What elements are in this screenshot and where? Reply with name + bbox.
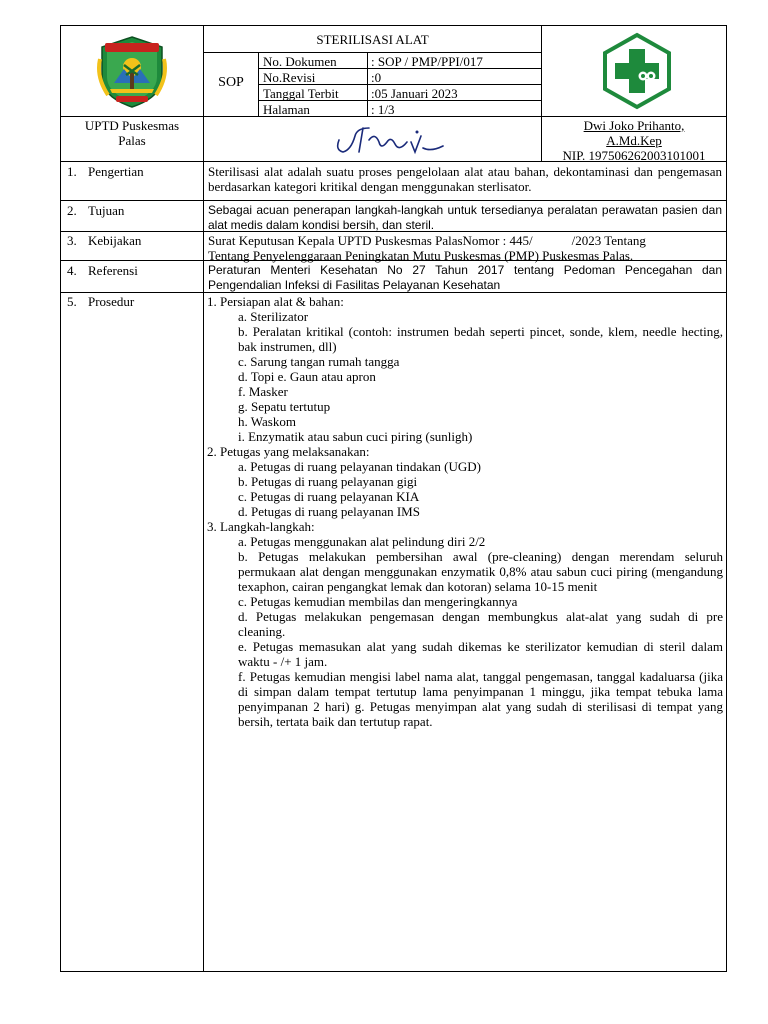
health-cross-icon bbox=[598, 32, 676, 110]
section-number: 3. bbox=[67, 233, 77, 248]
list-item: a. Petugas di ruang pelayanan tindakan (UGD) bbox=[238, 459, 481, 474]
prosedur-heading: 1. Persiapan alat & bahan: bbox=[207, 294, 344, 309]
section-label: Pengertian bbox=[88, 164, 144, 179]
list-item: d. Topi e. Gaun atau apron bbox=[238, 369, 376, 384]
list-item: g. Sepatu tertutup bbox=[238, 399, 331, 414]
section-number: 4. bbox=[67, 263, 77, 278]
section-label: Referensi bbox=[88, 263, 138, 278]
signature-icon bbox=[329, 122, 449, 158]
list-item: d. Petugas di ruang pelayanan IMS bbox=[238, 504, 420, 519]
list-item: i. Enzymatik atau sabun cuci piring (sunligh) bbox=[238, 429, 473, 444]
org-name-line1: UPTD Puskesmas bbox=[84, 118, 180, 133]
section-number: 1. bbox=[67, 164, 77, 179]
kebijakan-text-line2: Tentang Penyelenggaraan Peningkatan Mutu Puskesmas (PMP) Puskesmas Palas. bbox=[208, 248, 634, 263]
signer-name: Dwi Joko Prihanto, bbox=[583, 118, 685, 133]
list-item: d. Petugas melakukan pengemasan dengan membungkus alat-alat yang sudah di pre cleaning. bbox=[238, 609, 723, 639]
sop-document bbox=[60, 25, 727, 972]
meta-label: Halaman bbox=[263, 102, 310, 117]
meta-label: No.Revisi bbox=[263, 70, 316, 85]
signer-title: A.Md.Kep bbox=[606, 133, 662, 148]
list-item: c. Petugas kemudian membilas dan mengeringkannya bbox=[238, 594, 518, 609]
regency-logo bbox=[94, 33, 170, 109]
rule bbox=[203, 26, 204, 971]
puskesmas-logo bbox=[598, 32, 676, 110]
list-item: c. Petugas di ruang pelayanan KIA bbox=[238, 489, 420, 504]
list-item: f. Masker bbox=[238, 384, 288, 399]
meta-label: Tanggal Terbit bbox=[263, 86, 339, 101]
meta-value: :05 Januari 2023 bbox=[371, 86, 458, 101]
list-item: b. Peralatan kritikal (contoh: instrumen bedah seperti pincet, sonde, klem, needle hecting, bak instrumen, dll) bbox=[238, 324, 723, 354]
list-item: b. Petugas melakukan pembersihan awal (pre-cleaning) dengan merendam seluruh permukaan alat dengan menggunakan enzymatik 0,8% atau sabun cuci piring (mengandung texaphon, cairan pengangkat lemak dan kotoran) selama 10-15 menit bbox=[238, 549, 723, 594]
section-label: Tujuan bbox=[88, 203, 125, 218]
list-item: h. Waskom bbox=[238, 414, 296, 429]
list-item: c. Sarung tangan rumah tangga bbox=[238, 354, 400, 369]
meta-label: No. Dokumen bbox=[263, 54, 337, 69]
referensi-text: Peraturan Menteri Kesehatan No 27 Tahun 2017 tentang Pedoman Pencegahan dan Pengendalian Infeksi di Fasilitas Pelayanan Kesehatan bbox=[208, 263, 722, 292]
list-item: e. Petugas memasukan alat yang sudah dikemas ke sterilizator kemudian di steril dalam waktu - /+ 1 jam. bbox=[238, 639, 723, 669]
tujuan-text: Sebagai acuan penerapan langkah-langkah untuk tersedianya peralatan perawatan pasien dan alat medis dalam kondisi bersih, dan steril. bbox=[208, 203, 722, 232]
list-item: b. Petugas di ruang pelayanan gigi bbox=[238, 474, 418, 489]
pengertian-text: Sterilisasi alat adalah suatu proses pengelolaan alat atau bahan, dekontaminasi dan pengemasan berdasarkan kategori kritikal dengan menggunakan sterlisator. bbox=[208, 164, 722, 194]
prosedur-list bbox=[207, 294, 723, 729]
section-number: 5. bbox=[67, 294, 77, 309]
list-item: a. Sterilizator bbox=[238, 309, 309, 324]
rule bbox=[61, 200, 726, 201]
prosedur-heading: 2. Petugas yang melaksanakan: bbox=[207, 444, 370, 459]
list-item: f. Petugas kemudian mengisi label nama alat, tanggal pengemasan, tanggal kadaluarsa (jika di simpan dalam tempat tertutup lama penyimpanan 1 minggu, jika tempat tebuka lama penyimpanan 2 hari) g. Petugas menyimpan alat yang sudah di sterilisasi di tempat yang bersih, tertata baik dan tertutup rapat. bbox=[238, 669, 723, 729]
sop-label: SOP bbox=[218, 75, 244, 90]
section-label: Prosedur bbox=[88, 294, 135, 309]
document-title: STERILISASI ALAT bbox=[316, 32, 429, 47]
section-number: 2. bbox=[67, 203, 77, 218]
list-item: a. Petugas menggunakan alat pelindung diri 2/2 bbox=[238, 534, 486, 549]
rule bbox=[367, 52, 368, 116]
meta-value: :0 bbox=[371, 70, 382, 85]
prosedur-heading: 3. Langkah-langkah: bbox=[207, 519, 315, 534]
org-name-line2: Palas bbox=[118, 133, 146, 148]
kebijakan-text-line1: Surat Keputusan Kepala UPTD Puskesmas PalasNomor : 445/ /2023 Tentang bbox=[208, 233, 646, 248]
regency-crest-icon bbox=[94, 33, 170, 109]
rule bbox=[203, 52, 541, 53]
meta-value: : 1/3 bbox=[371, 102, 395, 117]
signature bbox=[329, 122, 449, 158]
meta-value: : SOP / PMP/PPI/017 bbox=[371, 54, 483, 69]
signer-nip: NIP. 197506262003101001 bbox=[562, 148, 706, 163]
rule bbox=[258, 52, 259, 116]
section-label: Kebijakan bbox=[88, 233, 142, 248]
